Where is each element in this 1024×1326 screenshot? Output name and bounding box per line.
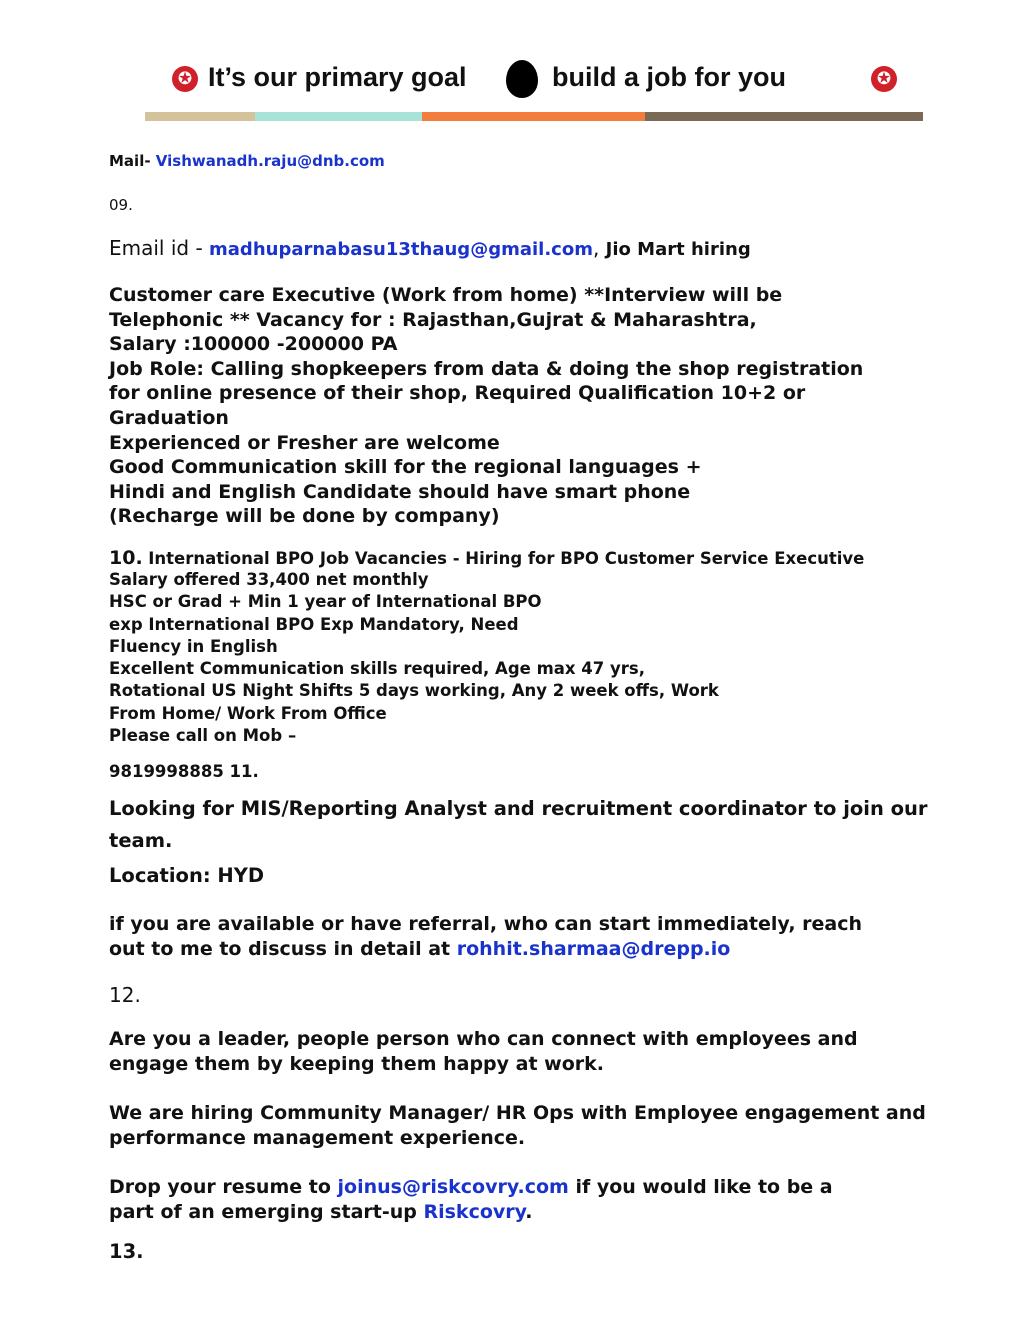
text-line: Fluency in English <box>109 636 278 656</box>
text-line: HSC or Grad + Min 1 year of International BPO <box>109 592 542 612</box>
text-line: Customer care Executive (Work from home) **Interview will be <box>109 284 783 306</box>
email-id-line <box>109 236 751 260</box>
item-11-line-1: Looking for MIS/Reporting Analyst and recruitment coordinator to join our <box>109 797 928 820</box>
text-line: From Home/ Work From Office <box>109 703 387 723</box>
drop-text: if you would like to be a <box>575 1176 833 1198</box>
text-line: Telephonic ** Vacancy for : Rajasthan,Gujrat & Maharashtra, <box>109 308 757 331</box>
text-line: Graduation <box>109 406 229 429</box>
mail-line <box>109 152 385 170</box>
text-line: Please call on Mob – <box>109 726 297 746</box>
item-12-drop-resume <box>109 1175 833 1224</box>
item-10-phone: 9819998885 11. <box>109 762 259 781</box>
black-bullet-icon <box>506 60 538 98</box>
company-link[interactable]: Riskcovry <box>423 1200 526 1223</box>
item-11-location: Location: HYD <box>109 864 265 887</box>
text-line: Are you a leader, people person who can connect with employees and <box>109 1028 858 1050</box>
header-bar-segment <box>422 112 645 121</box>
text-line: Salary offered 33,400 net monthly <box>109 570 429 589</box>
header-bar-segment <box>645 112 923 121</box>
star-circle-icon: ✪ <box>871 66 897 92</box>
drop-text: part of an emerging start-up <box>109 1200 417 1223</box>
text-line: exp International BPO Exp Mandatory, Need <box>109 614 519 634</box>
page-header <box>0 58 1024 102</box>
mail-email-link[interactable]: Vishwanadh.raju@dnb.com <box>155 152 385 170</box>
text-line: Experienced or Fresher are welcome <box>109 431 500 454</box>
contact-email-link[interactable]: rohhit.sharmaa@drepp.io <box>456 937 731 960</box>
text-line: Good Communication skill for the regional languages + <box>109 456 702 479</box>
item-12-leader <box>109 1027 858 1076</box>
contact-text: out to me to discuss in detail at <box>109 937 451 960</box>
text-line: Hindi and English Candidate should have smart phone <box>109 480 691 503</box>
email-id-separator: , <box>592 236 600 260</box>
header-bar-segment <box>145 112 255 121</box>
resume-email-link[interactable]: joinus@riskcovry.com <box>337 1176 569 1198</box>
header-bar-segment <box>255 112 422 121</box>
email-id-label: Email id - <box>109 236 203 260</box>
item-12-hiring <box>109 1101 926 1150</box>
item-10-number: 10. <box>109 547 143 569</box>
text-line: Salary :100000 -200000 PA <box>109 333 398 356</box>
text-line: Job Role: Calling shopkeepers from data & doing the shop registration <box>109 357 864 380</box>
text-line: for online presence of their shop, Required Qualification 10+2 or <box>109 382 806 405</box>
text-line <box>109 937 862 962</box>
text-line: Rotational US Night Shifts 5 days working, Any 2 week offs, Work <box>109 681 719 701</box>
drop-text: . <box>525 1200 533 1223</box>
item-9-number: 09. <box>109 196 133 214</box>
text-line <box>109 1200 833 1225</box>
mail-label: Mail- <box>109 152 151 170</box>
header-text-left: It’s our primary goal <box>208 62 467 92</box>
item-10-description <box>109 569 719 747</box>
item-12-number: 12. <box>109 983 141 1007</box>
text-line: We are hiring Community Manager/ HR Ops with Employee engagement and <box>109 1102 926 1124</box>
item-10-title <box>109 547 864 569</box>
text-line <box>109 1175 833 1200</box>
item-13-number: 13. <box>109 1240 144 1263</box>
item-11-contact <box>109 912 862 961</box>
text-line: if you are available or have referral, who can start immediately, reach <box>109 913 863 935</box>
text-line: engage them by keeping them happy at work. <box>109 1052 605 1075</box>
text-line: (Recharge will be done by company) <box>109 505 500 528</box>
text-line: Excellent Communication skills required, Age max 47 yrs, <box>109 659 645 679</box>
header-text-right: build a job for you <box>552 62 786 92</box>
email-id-link[interactable]: madhuparnabasu13thaug@gmail.com <box>209 239 593 260</box>
item-9-description <box>109 283 863 529</box>
text-line: performance management experience. <box>109 1126 526 1149</box>
star-circle-icon: ✪ <box>172 66 198 92</box>
company-name: Jio Mart hiring <box>605 239 751 260</box>
item-11-line-2: team. <box>109 829 173 852</box>
drop-text: Drop your resume to <box>109 1176 331 1198</box>
item-10-heading: International BPO Job Vacancies - Hiring for BPO Customer Service Executive <box>148 549 865 568</box>
